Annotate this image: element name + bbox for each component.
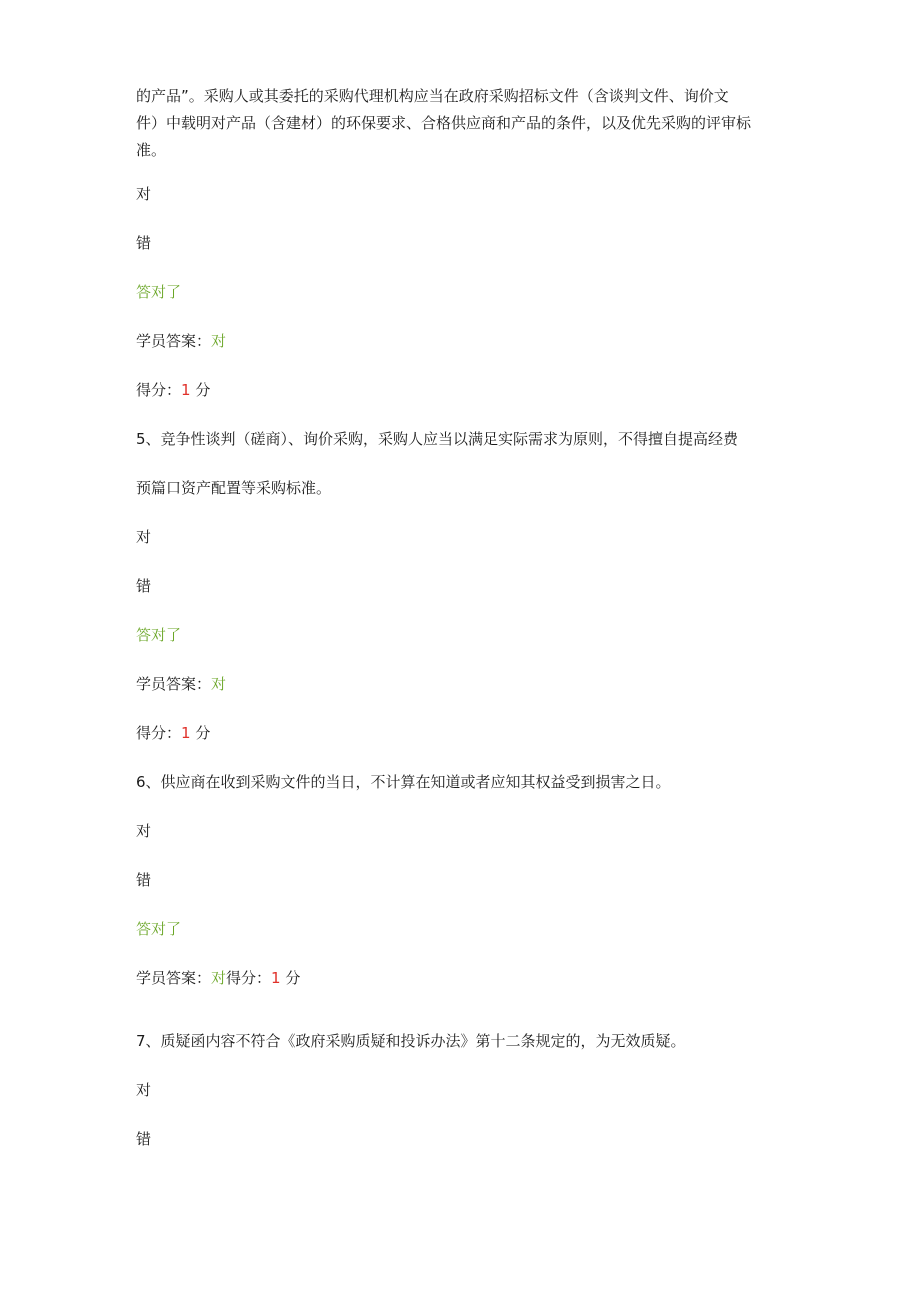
question-5-option-false[interactable]: 错	[136, 577, 152, 595]
answer-label: 学员答案：	[136, 969, 212, 987]
question-5-student-answer	[136, 674, 226, 694]
answer-value: 对	[211, 969, 227, 987]
answer-label: 学员答案：	[136, 675, 212, 693]
score-label: 得分：	[226, 969, 272, 987]
quiz-results-page	[136, 0, 786, 1301]
question-6-answer-and-score	[136, 968, 300, 988]
question-6-option-false[interactable]: 错	[136, 871, 152, 889]
question-7-option-false[interactable]: 错	[136, 1130, 152, 1148]
score-label: 得分：	[136, 724, 182, 742]
question-4-option-true[interactable]: 对	[136, 185, 152, 203]
question-5-score	[136, 723, 210, 743]
question-4-result: 答对了	[136, 283, 182, 301]
question-6-result: 答对了	[136, 920, 182, 938]
answer-label: 学员答案：	[136, 332, 212, 350]
question-4-text-line-1: 的产品”。采购人或其委托的采购代理机构应当在政府采购招标文件（含谈判文件、询价文	[136, 87, 729, 105]
question-5-option-true[interactable]: 对	[136, 528, 152, 546]
question-6-text-line-1: 6、供应商在收到采购文件的当日，不计算在知道或者应知其权益受到损害之日。	[136, 773, 671, 791]
answer-value: 对	[211, 332, 227, 350]
question-4-text-line-3: 准。	[136, 141, 167, 159]
question-7-text-line-1: 7、质疑函内容不符合《政府采购质疑和投诉办法》第十二条规定的，为无效质疑。	[136, 1032, 686, 1050]
score-value: 1	[181, 724, 191, 742]
question-5-text-line-2: 预篇口资产配置等采购标准。	[136, 479, 332, 497]
question-7-option-true[interactable]: 对	[136, 1081, 152, 1099]
score-value: 1	[181, 381, 191, 399]
score-value: 1	[271, 969, 281, 987]
question-5-result: 答对了	[136, 626, 182, 644]
score-unit: 分	[190, 381, 211, 399]
question-4-student-answer	[136, 331, 226, 351]
score-label: 得分：	[136, 381, 182, 399]
question-6-option-true[interactable]: 对	[136, 822, 152, 840]
question-4-score	[136, 380, 210, 400]
score-unit: 分	[280, 969, 301, 987]
score-unit: 分	[190, 724, 211, 742]
question-4-option-false[interactable]: 错	[136, 234, 152, 252]
question-5-text-line-1: 5、竞争性谈判（磋商）、询价采购，采购人应当以满足实际需求为原则，不得擅自提高经费	[136, 430, 739, 448]
answer-value: 对	[211, 675, 227, 693]
question-4-text-line-2: 件）中载明对产品（含建材）的环保要求、合格供应商和产品的条件，以及优先采购的评审标	[136, 114, 752, 132]
